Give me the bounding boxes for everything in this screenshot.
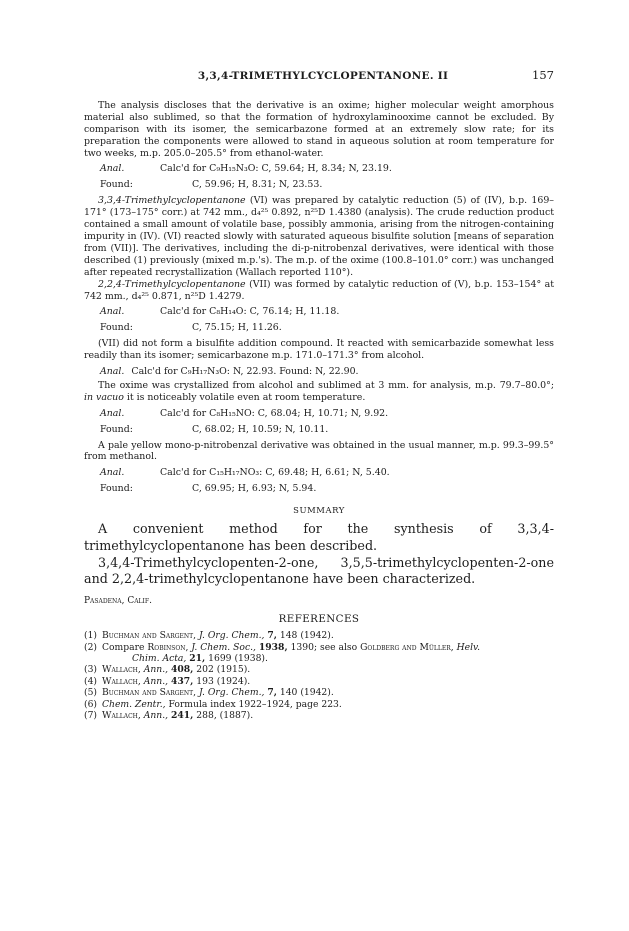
reference-number: (2) bbox=[84, 641, 98, 653]
reference-journal: Ann., bbox=[143, 675, 169, 687]
italic-phrase: in vacuo bbox=[84, 391, 124, 403]
reference-rest: 1390; see also bbox=[290, 641, 358, 653]
analysis-block-5 bbox=[100, 467, 554, 479]
reference-journal-2: Helv. bbox=[456, 641, 481, 653]
reference-item bbox=[84, 676, 554, 687]
paragraph-text: (VI) was prepared by catalytic reduction (5) of (IV), b.p. 169–171° (173–175° corr.) at 742 mm., d₄²⁵ 0.892, n²⁵D 1.4380 (analysis). The crude reduction product contained a small amount of volatile base, possibly ammonia, arising from the nitrogen-containing impurity in (IV). (VI) reacted slowly with saturated aqueous bisulfite solution [means of separation from (VII)]. The derivatives, including the di-p-nitrobenzal derivatives, were identical with those described (1) previously (mixed m.p.'s). The m.p. of the oxime (100.8–101.0° corr.) was unchanged after repeated recrystallization (Wallach reported 110°). bbox=[84, 195, 554, 278]
analysis-found-row-2 bbox=[100, 322, 554, 334]
reference-journal: J. Org. Chem., bbox=[199, 630, 265, 642]
paragraph-nitrobenzal: A pale yellow mono-p-nitrobenzal derivative was obtained in the usual manner, m.p. 99.3–99.5° from methanol. bbox=[84, 439, 554, 463]
references-heading: REFERENCES bbox=[278, 613, 360, 626]
reference-volume: 408, bbox=[170, 664, 194, 676]
analysis-block-2 bbox=[100, 306, 554, 318]
reference-journal: Ann., bbox=[143, 709, 169, 721]
reference-authors-2: Goldberg and Müller, bbox=[360, 641, 454, 653]
reference-volume: 1938, bbox=[258, 641, 288, 653]
reference-number: (3) bbox=[84, 664, 98, 676]
reference-journal: J. Org. Chem., bbox=[199, 687, 265, 699]
paragraph-text: The oxime was crystallized from alcohol and sublimed at 3 mm. for analysis, m.p. 79.7–80.0°; bbox=[98, 379, 554, 391]
reference-number: (1) bbox=[84, 630, 98, 642]
reference-item bbox=[84, 630, 554, 641]
reference-rest: 288, (1887). bbox=[196, 709, 254, 721]
reference-volume: 7, bbox=[267, 630, 277, 642]
found-label: Found: bbox=[100, 179, 133, 191]
found-values: C, 69.95; H, 6.93; N, 5.94. bbox=[192, 483, 317, 495]
reference-item bbox=[84, 699, 554, 710]
paragraph-bisulfite: (VII) did not form a bisulfite addition compound. It reacted with semicarbazide somewhat less readily than its isomer; semicarbazone m.p. 171.0–171.3° from alcohol. bbox=[84, 338, 554, 362]
reference-authors: Wallach, bbox=[102, 664, 141, 676]
reference-authors: Buchman and Sargent, bbox=[102, 687, 197, 699]
reference-rest: 148 (1942). bbox=[279, 630, 334, 642]
reference-rest: Formula index 1922–1924, page 223. bbox=[168, 698, 342, 710]
analysis-label: Anal. bbox=[100, 467, 125, 479]
found-values: C, 68.02; H, 10.59; N, 10.11. bbox=[192, 423, 329, 435]
reference-prefix: Compare bbox=[102, 641, 145, 653]
analysis-label: Anal. bbox=[100, 407, 125, 419]
reference-number: (4) bbox=[84, 675, 98, 687]
reference-journal: Ann., bbox=[143, 664, 169, 676]
paragraph-oxime-analysis: The analysis discloses that the derivative is an oxime; higher molecular weight amorphous material also sublimed, so that the formation of hydroxylaminooxime cannot be excluded. By comparison with its isomer, the semicarbazone formed at an extremely slow rate; for its preparation the components were allowed to stand in aqueous solution at room temperature for two weeks, m.p. 205.0–205.5° from ethanol-water. bbox=[84, 99, 554, 159]
found-label: Found: bbox=[100, 423, 133, 435]
reference-item bbox=[84, 710, 554, 721]
summary-paragraph-2: 3,4,4-Trimethylcyclopenten-2-one, 3,5,5-trimethylcyclopenten-2-one and 2,2,4-trimethylcyclopentanone have been characterized. bbox=[84, 554, 554, 587]
running-title: 3,3,4-TRIMETHYLCYCLOPENTANONE. II bbox=[197, 70, 449, 82]
page-number: 157 bbox=[532, 68, 554, 82]
analysis-block-4 bbox=[100, 408, 554, 420]
analysis-block-1 bbox=[100, 163, 554, 175]
reference-number: (5) bbox=[84, 687, 98, 699]
analysis-found-row-5 bbox=[100, 483, 554, 495]
reference-rest: 193 (1924). bbox=[196, 675, 251, 687]
analysis-calc: Calc'd for C₈H₁₅NO: C, 68.04; H, 10.71; N, 9.92. bbox=[160, 407, 389, 419]
reference-item bbox=[84, 642, 554, 653]
reference-item bbox=[84, 664, 554, 675]
reference-rest: 202 (1915). bbox=[196, 664, 251, 676]
paragraph-compound-vii bbox=[84, 279, 554, 303]
analysis-label: Anal. bbox=[100, 163, 125, 175]
reference-item-continuation bbox=[84, 653, 554, 664]
analysis-found-row-1 bbox=[100, 179, 554, 191]
analysis-found-row-4 bbox=[100, 424, 554, 436]
paragraph-oxime-crystallized bbox=[84, 380, 554, 404]
compound-name: 3,3,4-Trimethylcyclopentanone bbox=[98, 195, 246, 207]
found-values: C, 75.15; H, 11.26. bbox=[192, 322, 282, 334]
analysis-text: Calc'd for C₉H₁₇N₃O: N, 22.93. Found: N, 22.90. bbox=[131, 366, 359, 378]
reference-volume: 21, bbox=[189, 652, 206, 664]
reference-authors: Wallach, bbox=[102, 709, 141, 721]
found-label: Found: bbox=[100, 483, 133, 495]
analysis-calc: Calc'd for C₉H₁₅N₃O: C, 59.64; H, 8.34; N, 23.19. bbox=[160, 163, 392, 175]
paragraph-compound-vi bbox=[84, 195, 554, 278]
reference-journal: Chim. Acta, bbox=[132, 652, 187, 664]
reference-volume: 7, bbox=[267, 687, 277, 699]
analysis-label: Anal. bbox=[100, 366, 125, 378]
analysis-block-3 bbox=[100, 366, 554, 378]
reference-number: (6) bbox=[84, 698, 98, 710]
reference-journal: Chem. Zentr., bbox=[102, 698, 166, 710]
compound-name: 2,2,4-Trimethylcyclopentanone bbox=[98, 278, 246, 290]
reference-volume: 437, bbox=[170, 675, 194, 687]
analysis-label: Anal. bbox=[100, 306, 125, 318]
summary-heading: SUMMARY bbox=[293, 505, 345, 516]
reference-item bbox=[84, 687, 554, 698]
paragraph-text-2: it is noticeably volatile even at room temperature. bbox=[123, 391, 366, 403]
reference-authors: Buchman and Sargent, bbox=[102, 630, 197, 642]
paragraph-text: (VII) was formed by catalytic reduction of (V), b.p. 153–154° at 742 mm., d₄²⁵ 0.871, n²⁵D 1.4279. bbox=[84, 278, 554, 302]
reference-volume: 241, bbox=[170, 709, 194, 721]
author-location: Pasadena, Calif. bbox=[84, 596, 152, 607]
journal-page bbox=[84, 70, 554, 721]
analysis-calc: Calc'd for C₁₅H₁₇NO₃: C, 69.48; H, 6.61; N, 5.40. bbox=[160, 467, 390, 479]
reference-number: (7) bbox=[84, 709, 98, 721]
reference-rest: 140 (1942). bbox=[279, 687, 334, 699]
page-header bbox=[84, 70, 554, 83]
found-label: Found: bbox=[100, 322, 133, 334]
reference-authors: Robinson, bbox=[147, 641, 189, 653]
summary-paragraph-1: A convenient method for the synthesis of 3,3,4-trimethylcyclopentanone has been described. bbox=[84, 521, 554, 553]
found-values: C, 59.96; H, 8.31; N, 23.53. bbox=[192, 179, 323, 191]
reference-authors: Wallach, bbox=[102, 675, 141, 687]
analysis-calc: Calc'd for C₈H₁₄O: C, 76.14; H, 11.18. bbox=[160, 306, 340, 318]
reference-rest: 1699 (1938). bbox=[208, 652, 268, 664]
reference-journal: J. Chem. Soc., bbox=[191, 641, 256, 653]
